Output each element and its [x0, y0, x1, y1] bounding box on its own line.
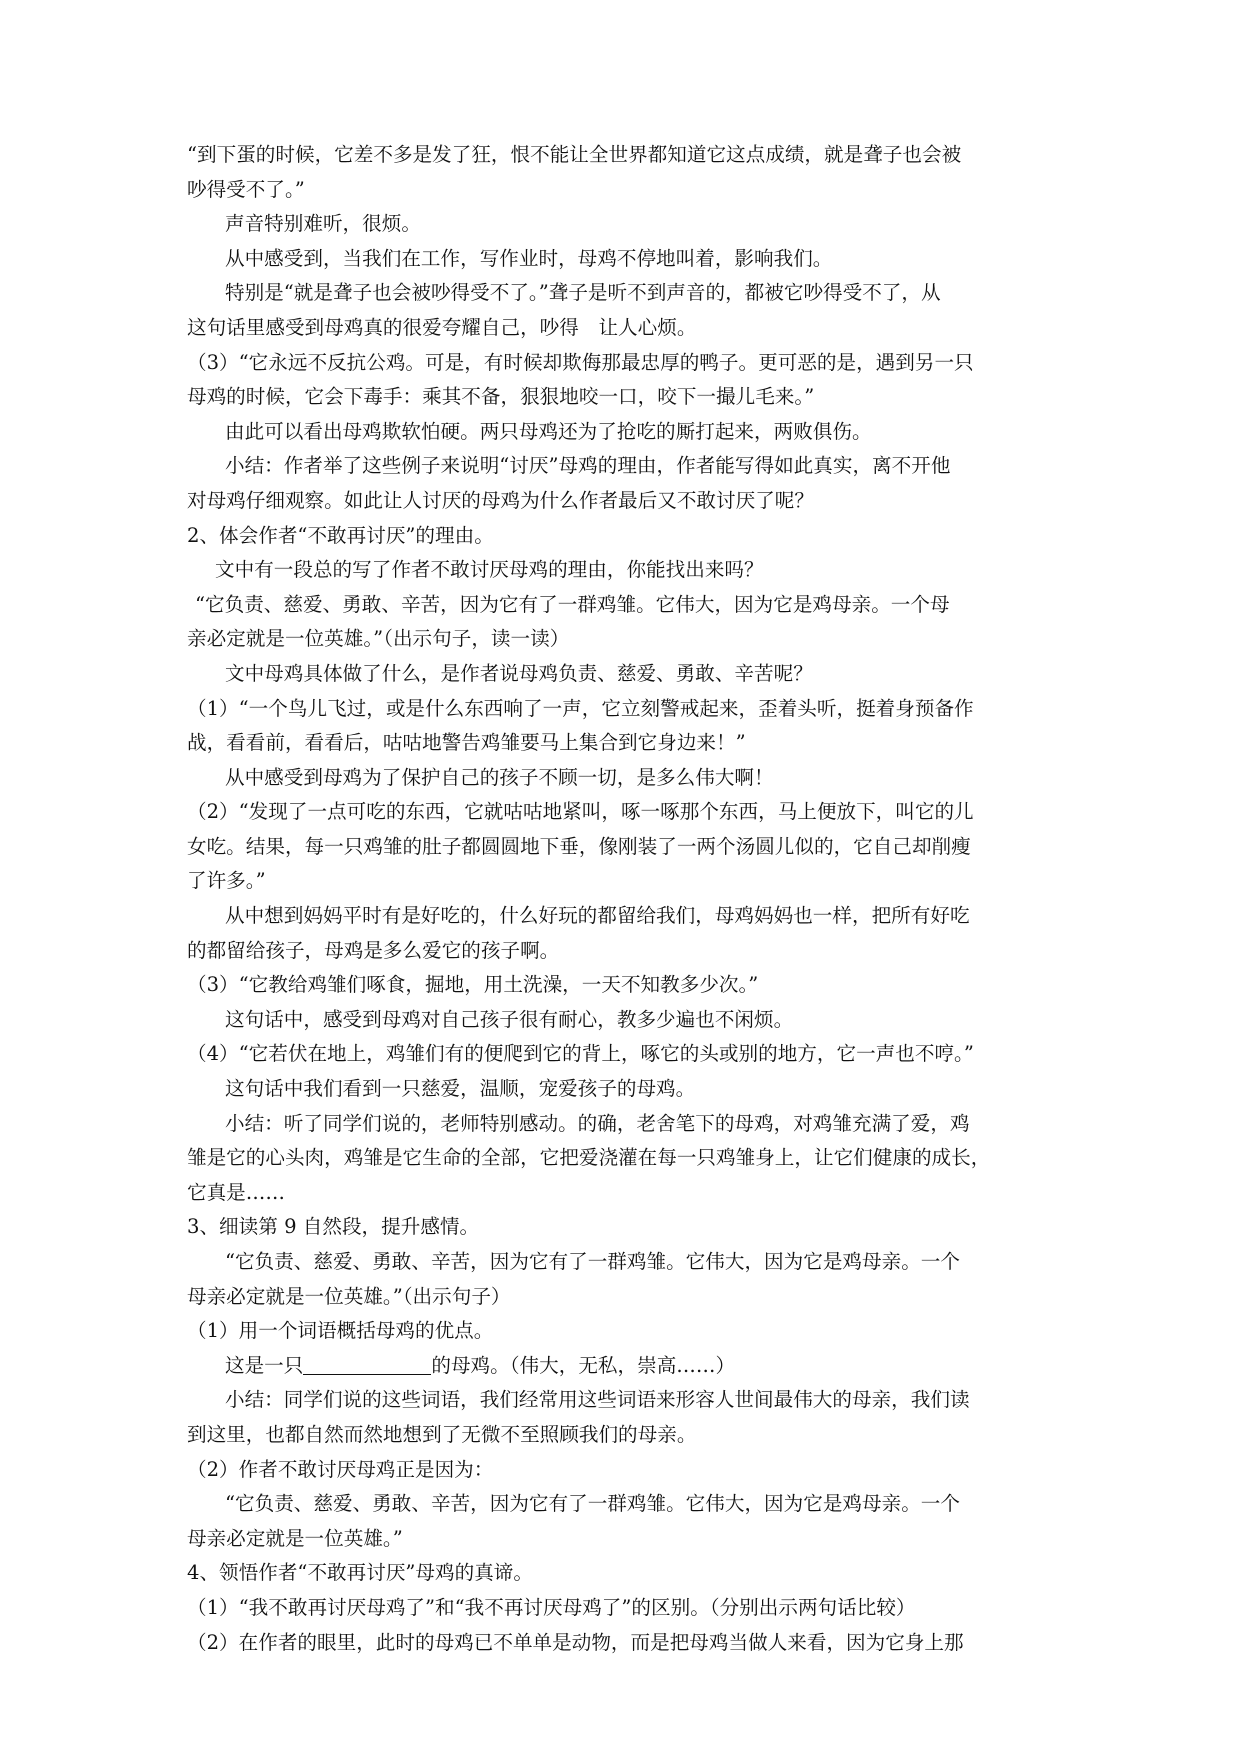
text-line	[187, 1176, 1057, 1211]
line-text: 母亲必定就是一位英雄。”（出示句子）	[187, 1284, 511, 1308]
line-text: 声音特别难听，很烦。	[225, 212, 421, 236]
line-text: （1）用一个词语概括母鸡的优点。	[187, 1319, 494, 1343]
line-text: （4）“它若伏在地上，鸡雏们有的便爬到它的背上，啄它的头或别的地方，它一声也不哼。”	[187, 1042, 974, 1066]
line-text: （2）在作者的眼里，此时的母鸡已不单单是动物，而是把母鸡当做人来看，因为它身上那	[187, 1630, 964, 1654]
line-text: 了许多。”	[187, 869, 266, 893]
text-line	[187, 899, 1057, 934]
text-line	[187, 519, 1057, 554]
line-text: 2、体会作者“不敢再讨厌”的理由。	[187, 523, 494, 547]
line-text: 3、细读第 9 自然段，提升感情。	[187, 1215, 480, 1239]
line-text: 这句话中，感受到母鸡对自己孩子很有耐心，教多少遍也不闲烦。	[225, 1007, 794, 1031]
line-text: 母鸡的时候，它会下毒手：乘其不备，狠狠地咬一口，咬下一撮儿毛来。”	[187, 385, 815, 409]
line-text: （3）“它教给鸡雏们啄食，掘地，用土洗澡，一天不知教多少次。”	[187, 973, 759, 997]
line-text: （3）“它永远不反抗公鸡。可是，有时候却欺侮那最忠厚的鸭子。更可恶的是，遇到另一只	[187, 350, 974, 374]
text-line	[187, 968, 1057, 1003]
line-text: 到这里，也都自然而然地想到了无微不至照顾我们的母亲。	[187, 1422, 697, 1446]
text-line	[187, 657, 1057, 692]
line-text: 的都留给孩子，母鸡是多么爱它的孩子啊。	[187, 938, 560, 962]
fill-in-blank	[303, 1352, 431, 1375]
text-line	[187, 622, 1057, 657]
text-line	[187, 276, 1057, 311]
line-text: 母亲必定就是一位英雄。”	[187, 1526, 403, 1550]
text-line	[187, 1453, 1057, 1488]
line-text: （1）“一个鸟儿飞过，或是什么东西响了一声，它立刻警戒起来，歪着头听，挺着身预备作	[187, 696, 974, 720]
line-text: 这句话里感受到母鸡真的很爱夸耀自己，吵得 让人心烦。	[187, 315, 697, 339]
line-text: 文中母鸡具体做了什么，是作者说母鸡负责、慈爱、勇敢、辛苦呢？	[225, 661, 813, 685]
text-line	[187, 346, 1057, 381]
line-text: 战，看看前，看看后，咕咕地警告鸡雏要马上集合到它身边来！”	[187, 731, 746, 755]
line-text: 亲必定就是一位英雄。”（出示句子，读一读）	[187, 627, 570, 651]
text-line	[187, 173, 1057, 208]
text-line	[187, 1522, 1057, 1557]
line-text: 这是一只	[225, 1353, 304, 1377]
line-text: 小结：作者举了这些例子来说明“讨厌”母鸡的理由，作者能写得如此真实，离不开他	[225, 454, 951, 478]
text-line	[187, 1280, 1057, 1315]
text-line	[187, 1141, 1057, 1176]
document-page	[187, 138, 1057, 1660]
text-line	[187, 588, 1057, 623]
line-text: 它真是……	[187, 1180, 285, 1204]
line-text: 小结：听了同学们说的，老师特别感动。的确，老舍笔下的母鸡，对鸡雏充满了爱，鸡	[225, 1111, 970, 1135]
text-line	[187, 1072, 1057, 1107]
text-line	[187, 692, 1057, 727]
text-line	[187, 1245, 1057, 1280]
text-line	[187, 553, 1057, 588]
text-line	[187, 207, 1057, 242]
line-text: 雏是它的心头肉，鸡雏是它生命的全部，它把爱浇灌在每一只鸡雏身上，让它们健康的成长，	[187, 1146, 991, 1170]
text-line	[187, 761, 1057, 796]
line-text: 从中想到妈妈平时有是好吃的，什么好玩的都留给我们，母鸡妈妈也一样，把所有好吃	[225, 904, 970, 928]
text-line	[187, 726, 1057, 761]
text-line	[187, 138, 1057, 173]
text-line	[187, 1626, 1057, 1661]
text-line	[187, 1003, 1057, 1038]
line-text: 吵得受不了。”	[187, 177, 305, 201]
text-line	[187, 1418, 1057, 1453]
line-text: 对母鸡仔细观察。如此让人讨厌的母鸡为什么作者最后又不敢讨厌了呢？	[187, 488, 814, 512]
text-line	[187, 795, 1057, 830]
line-text: 由此可以看出母鸡欺软怕硬。两只母鸡还为了抢吃的厮打起来，两败俱伤。	[225, 419, 872, 443]
line-text: （1）“我不敢再讨厌母鸡了”和“我不再讨厌母鸡了”的区别。（分别出示两句话比较）	[187, 1595, 916, 1619]
line-text: “它负责、慈爱、勇敢、辛苦，因为它有了一群鸡雏。它伟大，因为它是鸡母亲。一个	[225, 1492, 960, 1516]
text-line	[187, 1487, 1057, 1522]
line-text: （2）“发现了一点可吃的东西，它就咕咕地紧叫，啄一啄那个东西，马上便放下，叫它的儿	[187, 800, 974, 824]
line-text: 文中有一段总的写了作者不敢讨厌母鸡的理由，你能找出来吗？	[215, 558, 764, 582]
text-line	[187, 415, 1057, 450]
line-text: （2）作者不敢讨厌母鸡正是因为：	[187, 1457, 494, 1481]
text-line	[187, 242, 1057, 277]
line-text: 女吃。结果，每一只鸡雏的肚子都圆圆地下垂，像刚装了一两个汤圆儿似的，它自己却削瘦	[187, 834, 971, 858]
text-line	[187, 1210, 1057, 1245]
text-line	[187, 864, 1057, 899]
line-text: “它负责、慈爱、勇敢、辛苦，因为它有了一群鸡雏。它伟大，因为它是鸡母亲。一个	[225, 1250, 960, 1273]
text-line	[187, 1037, 1057, 1072]
text-line	[187, 830, 1057, 865]
text-line	[187, 380, 1057, 415]
text-line	[187, 1107, 1057, 1142]
line-text-after-blank: 的母鸡。（伟大，无私，崇高……）	[431, 1353, 736, 1377]
line-text: “它负责、慈爱、勇敢、辛苦，因为它有了一群鸡雏。它伟大，因为它是鸡母亲。一个母	[195, 592, 950, 616]
line-text: 这句话中我们看到一只慈爱，温顺，宠爱孩子的母鸡。	[225, 1077, 696, 1101]
line-text: “到下蛋的时候，它差不多是发了狂，恨不能让全世界都知道它这点成绩，就是聋子也会被	[187, 143, 962, 166]
text-line	[187, 484, 1057, 519]
text-line	[187, 449, 1057, 484]
text-line	[187, 1314, 1057, 1349]
text-line	[187, 1556, 1057, 1591]
text-line	[187, 1591, 1057, 1626]
line-text: 4、领悟作者“不敢再讨厌”母鸡的真谛。	[187, 1561, 533, 1585]
line-text: 特别是“就是聋子也会被吵得受不了。”聋子是听不到声音的，都被它吵得受不了，从	[225, 281, 941, 305]
text-line	[187, 311, 1057, 346]
text-line	[187, 1383, 1057, 1418]
text-line	[187, 934, 1057, 969]
text-line	[187, 1349, 1057, 1384]
line-text: 从中感受到，当我们在工作，写作业时，母鸡不停地叫着，影响我们。	[225, 246, 833, 270]
line-text: 从中感受到母鸡为了保护自己的孩子不顾一切，是多么伟大啊！	[225, 765, 774, 789]
line-text: 小结：同学们说的这些词语，我们经常用这些词语来形容人世间最伟大的母亲，我们读	[225, 1388, 970, 1412]
